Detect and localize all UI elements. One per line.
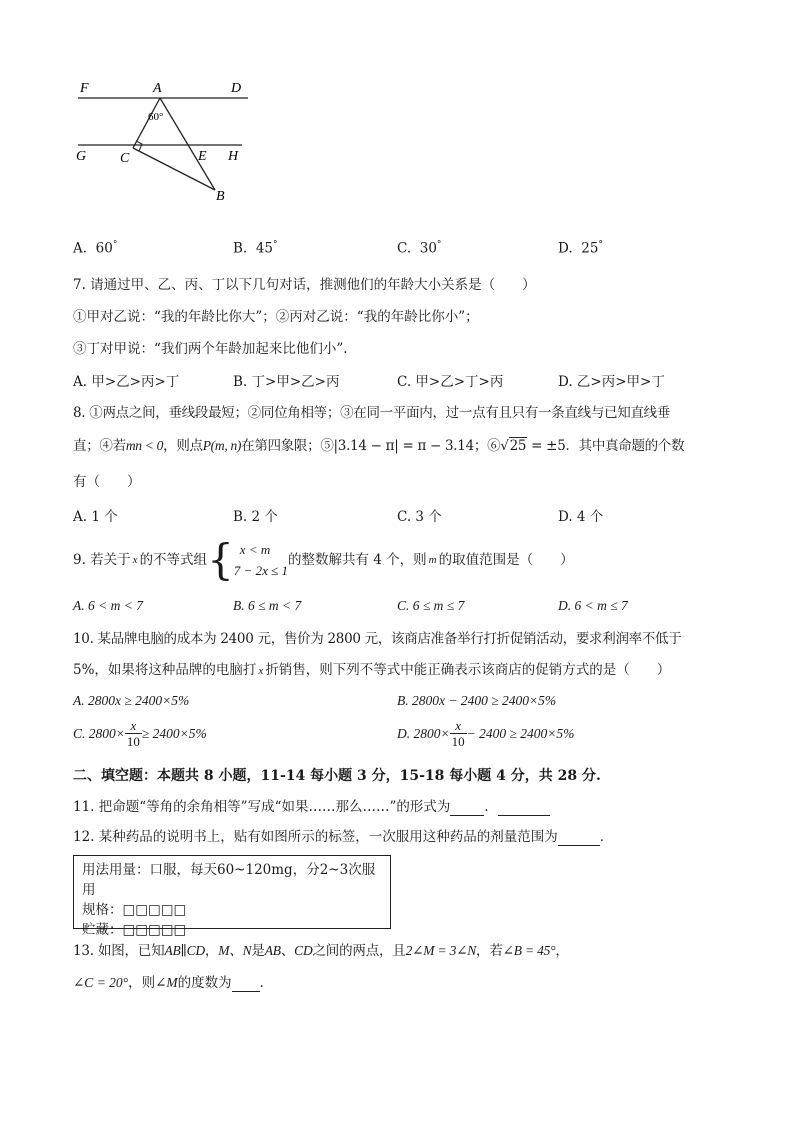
q8-option-d[interactable]: D. 4 个 bbox=[558, 509, 604, 525]
q9-option-a[interactable]: A. 6 < m < 7 bbox=[73, 598, 143, 613]
label-h: H bbox=[228, 149, 239, 164]
q6-option-d[interactable]: D. 25° bbox=[558, 240, 603, 257]
fraction: $\frac{x}{10}$ bbox=[126, 718, 140, 749]
section-2-heading: 二、填空题：本题共 8 小题，11-14 每小题 3 分，15-18 每小题 4 分，共 28 分. bbox=[73, 768, 601, 784]
segment-ac bbox=[133, 98, 160, 148]
q12-text: 12. 某种药品的说明书上，贴有如图所示的标签，一次服用这种药品的剂量范围为 ． bbox=[73, 829, 614, 845]
q8-option-b[interactable]: B. 2 个 bbox=[233, 509, 278, 525]
q10-line1: 10. 某品牌电脑的成本为 2400 元，售价为 2800 元，该商店准备举行打折促销活动，要求利润率不低于 bbox=[73, 631, 682, 647]
q8-line3: 有（ ） bbox=[73, 474, 141, 490]
q8-line1: 8. ①两点之间，垂线段最短；②同位角相等；③在同一平面内，过一点有且只有一条直线与已知直线垂 bbox=[73, 405, 671, 421]
inequality-system: x < m 7 − 2x ≤ 1 bbox=[233, 542, 288, 578]
q7-option-a[interactable]: A. 甲>乙>丙>丁 bbox=[73, 374, 180, 390]
q9-option-d[interactable]: D. 6 < m ≤ 7 bbox=[558, 598, 628, 613]
q11-text: 11. 把命题“等角的余角相等”写成“如果……那么……”的形式为 ． bbox=[73, 798, 550, 816]
label-e: E bbox=[198, 149, 207, 164]
q10-option-a[interactable]: A. 2800x ≥ 2400×5% bbox=[73, 693, 190, 708]
q8-line2: 直；④若mn < 0，则点P(m, n)在第四象限；⑤|3.14 − π| = π − 3.14；⑥√25 = ±5．其中真命题的个数 bbox=[73, 438, 685, 454]
q10-option-d[interactable]: D. 2800× $\frac{x}{10}$ − 2400 ≥ 2400×5% bbox=[397, 718, 575, 749]
label-b: B bbox=[216, 189, 225, 204]
system-brace: { bbox=[207, 535, 234, 584]
q9-stem: 9. 若关于 x 的不等式组 { x < m 7 − 2x ≤ 1 的整数解共有 4 个，则 m 的取值范围是（ ） bbox=[73, 535, 574, 584]
q9-option-c[interactable]: C. 6 ≤ m ≤ 7 bbox=[397, 598, 465, 613]
q6-option-c[interactable]: C. 30° bbox=[397, 240, 442, 257]
label-storage: 贮藏：□□□□□ bbox=[82, 922, 187, 938]
q7-stem: 7. 请通过甲、乙、丙、丁以下几句对话，推测他们的年龄大小关系是（ ） bbox=[73, 277, 536, 293]
q8-option-c[interactable]: C. 3 个 bbox=[397, 509, 442, 525]
q13-answer-blank[interactable] bbox=[232, 977, 260, 992]
q6-option-a[interactable]: A. 60° bbox=[73, 240, 118, 257]
q12-answer-blank[interactable] bbox=[558, 831, 600, 846]
label-a: A bbox=[153, 81, 162, 96]
label-f: F bbox=[80, 81, 89, 96]
q13-line1: 13. 如图，已知AB∥CD，M、N是AB、CD之间的两点，且2∠M = 3∠N，若∠B = 45°， bbox=[73, 943, 569, 959]
q10-option-b[interactable]: B. 2800x − 2400 ≥ 2400×5% bbox=[397, 693, 557, 708]
q11-answer-blank-1[interactable] bbox=[450, 801, 484, 816]
angle-60-label: 60° bbox=[148, 111, 164, 123]
label-spec: 规格：□□□□□ bbox=[82, 902, 187, 918]
label-g: G bbox=[76, 149, 87, 164]
q13-line2: ∠C = 20°，则∠M的度数为 ． bbox=[73, 975, 274, 991]
label-usage: 用法用量：口服，每天60~120mg，分2~3次服用 bbox=[82, 862, 376, 898]
label-c: C bbox=[120, 151, 130, 166]
q7-option-d[interactable]: D. 乙>丙>甲>丁 bbox=[558, 374, 665, 390]
q10-line2: 5%，如果将这种品牌的电脑打 x 折销售，则下列不等式中能正确表示该商店的促销方式的是（ ） bbox=[73, 662, 671, 678]
fraction: $\frac{x}{10}$ bbox=[451, 718, 465, 749]
q7-option-b[interactable]: B. 丁>甲>乙>丙 bbox=[233, 374, 340, 390]
q11-answer-blank-2[interactable] bbox=[498, 801, 550, 816]
q8-option-a[interactable]: A. 1 个 bbox=[73, 509, 118, 525]
label-d: D bbox=[231, 81, 242, 96]
q9-option-b[interactable]: B. 6 ≤ m < 7 bbox=[233, 598, 302, 613]
q6-option-b[interactable]: B. 45° bbox=[233, 240, 278, 257]
geometry-figure bbox=[70, 74, 260, 206]
q7-line3: ③丁对甲说：“我们两个年龄加起来比他们小”. bbox=[73, 341, 348, 357]
q7-line2: ①甲对乙说：“我的年龄比你大”；②丙对乙说：“我的年龄比你小”； bbox=[73, 309, 479, 325]
q7-option-c[interactable]: C. 甲>乙>丁>丙 bbox=[397, 374, 504, 390]
q10-option-c[interactable]: C. 2800× $\frac{x}{10}$ ≥ 2400×5% bbox=[73, 718, 207, 749]
medicine-label bbox=[73, 855, 391, 938]
